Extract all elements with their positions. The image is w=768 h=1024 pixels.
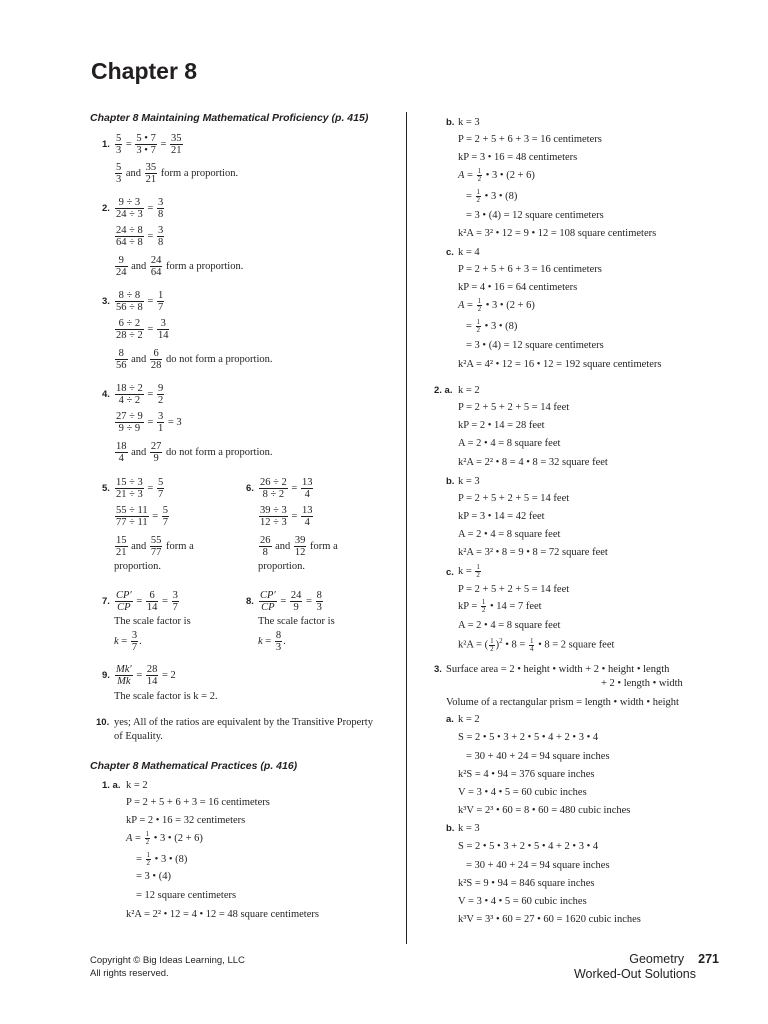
- practice-3-volume: Volume of a rectangular prism = length • width • height: [446, 697, 679, 708]
- practice-1b-area-3: = 3 • (4) = 12 square centimeters: [466, 210, 604, 221]
- problem-4-equation-b: $\frac{27 \div 9}{9 \div 9}$ = $\frac{3}{1}$ = 3: [116, 411, 182, 434]
- problem-1-number: 1.: [102, 139, 110, 150]
- problem-3-number: 3.: [102, 296, 110, 307]
- problem-5-conclusion: $\frac{15}{21}$ and $\frac{55}{77}$ form a: [116, 535, 194, 558]
- practice-3-label: 3.: [434, 664, 442, 675]
- practice-1b-area: A = $\frac{1}{2}$ • 3 • (2 + 6): [458, 167, 535, 183]
- problem-7-number: 7.: [102, 596, 110, 607]
- problem-6-equation-a: $\frac{26 \div 2}{8 \div 2}$ = $\frac{13}{4}$: [260, 477, 313, 500]
- practice-1b-k: k = 3: [458, 117, 480, 128]
- problem-8-scale-value: k = $\frac{8}{3}$ .: [258, 630, 286, 653]
- practice-3a-k: k = 2: [458, 714, 480, 725]
- problem-5-number: 5.: [102, 483, 110, 494]
- problem-9-number: 9.: [102, 670, 110, 681]
- practice-2b-label: b.: [446, 476, 455, 487]
- problem-8-equation: $\frac{CP'}{CP}$ = $\frac{24}{9}$ = $\frac{8}{3}$: [260, 590, 322, 613]
- problem-1-conclusion: $\frac{5}{3}$ and $\frac{35}{21}$ form a proportion.: [116, 162, 239, 185]
- practice-1c-perimeter: P = 2 + 5 + 6 + 3 = 16 centimeters: [458, 264, 602, 275]
- problem-9-scale: The scale factor is k = 2.: [114, 691, 218, 702]
- problem-5-equation-b: $\frac{55 \div 11}{77 \div 11}$ = $\frac{5}{7}$: [116, 505, 169, 528]
- practice-3a-volume: V = 3 • 4 • 5 = 60 cubic inches: [458, 787, 587, 798]
- problem-3-equation-b: $\frac{6 \div 2}{28 \div 2}$ = $\frac{3}{14}$: [116, 318, 169, 341]
- practice-1c-area-3: = 3 • (4) = 12 square centimeters: [466, 340, 604, 351]
- practice-3a-k3v: k³V = 2³ • 60 = 8 • 60 = 480 cubic inches: [458, 805, 631, 816]
- practice-2c-perimeter: P = 2 + 5 + 2 + 5 = 14 feet: [458, 584, 570, 595]
- footer-copyright: [90, 954, 245, 980]
- practice-1b-perimeter: P = 2 + 5 + 6 + 3 = 16 centimeters: [458, 134, 602, 145]
- practice-2b-area: A = 2 • 4 = 8 square feet: [458, 529, 561, 540]
- problem-6-equation-b: $\frac{39 \div 3}{12 \div 3}$ = $\frac{13}{4}$: [260, 505, 313, 528]
- footer-subtitle: Worked-Out Solutions: [573, 967, 696, 981]
- practice-1a-k2a: k²A = 2² • 12 = 4 • 12 = 48 square centimeters: [126, 909, 319, 920]
- problem-3-equation-a: $\frac{8 \div 8}{56 \div 8}$ = $\frac{1}{7}$: [116, 290, 164, 313]
- practice-3b-surface: S = 2 • 5 • 3 + 2 • 5 • 4 + 2 • 3 • 4: [458, 841, 599, 852]
- practice-3b-label: b.: [446, 823, 455, 834]
- practice-1b-area-2: = $\frac{1}{2}$ • 3 • (8): [466, 188, 518, 204]
- practice-2b-perimeter: P = 2 + 5 + 2 + 5 = 14 feet: [458, 493, 570, 504]
- column-divider: [406, 112, 407, 944]
- practice-1a-area-4: = 12 square centimeters: [136, 890, 237, 901]
- footer-course: [629, 952, 719, 966]
- practice-2c-k2a: k²A = ( $\frac{1}{2}$ )$^2$ • 8 = $\frac{1}{4}$ • 8 = 2 square feet: [458, 636, 615, 653]
- practice-1c-label: c.: [446, 247, 454, 258]
- practice-2c-kp: kP = $\frac{1}{2}$ • 14 = 7 feet: [458, 598, 542, 614]
- practice-3a-label: a.: [446, 714, 454, 725]
- practice-1b-label: b.: [446, 117, 455, 128]
- problem-6-conclusion-cont: proportion.: [258, 561, 305, 572]
- practice-2a-k: k = 2: [458, 385, 480, 396]
- practice-1a-area: A = $\frac{1}{2}$ • 3 • (2 + 6): [126, 830, 203, 846]
- practice-2c-label: c.: [446, 567, 454, 578]
- practice-1a-area-2: = $\frac{1}{2}$ • 3 • (8): [136, 851, 188, 867]
- practice-3b-volume: V = 3 • 4 • 5 = 60 cubic inches: [458, 896, 587, 907]
- section-heading-proficiency: Chapter 8 Maintaining Mathematical Proficiency (p. 415): [90, 112, 369, 124]
- practice-1b-k2a: k²A = 3² • 12 = 9 • 12 = 108 square centimeters: [458, 228, 657, 239]
- problem-8-scale-text: The scale factor is: [258, 616, 335, 627]
- chapter-title: Chapter 8: [91, 58, 198, 84]
- problem-10-line-2: of Equality.: [114, 731, 163, 742]
- practice-1a-kp: kP = 2 • 16 = 32 centimeters: [126, 815, 246, 826]
- practice-3a-surface: S = 2 • 5 • 3 + 2 • 5 • 4 + 2 • 3 • 4: [458, 732, 599, 743]
- problem-6-number: 6.: [246, 483, 254, 494]
- problem-10-line-1: yes; All of the ratios are equivalent by the Transitive Property: [114, 717, 373, 728]
- problem-10-number: 10.: [96, 717, 110, 728]
- practice-3b-k: k = 3: [458, 823, 480, 834]
- practice-1b-kp: kP = 3 • 16 = 48 centimeters: [458, 152, 578, 163]
- practice-3b-k2s: k²S = 9 • 94 = 846 square inches: [458, 878, 595, 889]
- problem-2-number: 2.: [102, 203, 110, 214]
- practice-2a-k2a: k²A = 2² • 8 = 4 • 8 = 32 square feet: [458, 457, 608, 468]
- practice-1a-k: k = 2: [126, 780, 148, 791]
- practice-3b-k3v: k³V = 3³ • 60 = 27 • 60 = 1620 cubic inches: [458, 914, 641, 925]
- problem-8-number: 8.: [246, 596, 254, 607]
- practice-3a-surface-2: = 30 + 40 + 24 = 94 square inches: [466, 751, 610, 762]
- practice-2a-perimeter: P = 2 + 5 + 2 + 5 = 14 feet: [458, 402, 570, 413]
- problem-2-equation-a: $\frac{9 \div 3}{24 \div 3}$ = $\frac{3}{8}$: [116, 197, 164, 220]
- practice-1c-kp: kP = 4 • 16 = 64 centimeters: [458, 282, 578, 293]
- practice-3b-surface-2: = 30 + 40 + 24 = 94 square inches: [466, 860, 610, 871]
- problem-5-equation-a: $\frac{15 \div 3}{21 \div 3}$ = $\frac{5}{7}$: [116, 477, 164, 500]
- problem-4-equation-a: $\frac{18 \div 2}{4 \div 2}$ = $\frac{9}{2}$: [116, 383, 164, 406]
- copyright-text: Copyright © Big Ideas Learning, LLC: [90, 955, 245, 966]
- practice-2b-k2a: k²A = 3² • 8 = 9 • 8 = 72 square feet: [458, 547, 608, 558]
- practice-2a-kp: kP = 2 • 14 = 28 feet: [458, 420, 545, 431]
- practice-2c-area: A = 2 • 4 = 8 square feet: [458, 620, 561, 631]
- practice-2c-k: k = $\frac{1}{2}$: [458, 563, 480, 579]
- problem-4-conclusion: $\frac{18}{4}$ and $\frac{27}{9}$ do not form a proportion.: [116, 441, 273, 464]
- practice-1a-perimeter: P = 2 + 5 + 6 + 3 = 16 centimeters: [126, 797, 270, 808]
- rights-text: All rights reserved.: [90, 968, 169, 979]
- problem-9-equation: $\frac{Mk'}{Mk}$ = $\frac{28}{14}$ = 2: [116, 664, 176, 687]
- practice-1a-area-3: = 3 • (4): [136, 871, 171, 882]
- problem-4-number: 4.: [102, 389, 110, 400]
- section-heading-practices: Chapter 8 Mathematical Practices (p. 416): [90, 760, 298, 772]
- practice-1c-area: A = $\frac{1}{2}$ • 3 • (2 + 6): [458, 297, 535, 313]
- problem-7-scale-text: The scale factor is: [114, 616, 191, 627]
- practice-3-surface-area-2: + 2 • length • width: [601, 678, 683, 689]
- problem-2-conclusion: $\frac{9}{24}$ and $\frac{24}{64}$ form a proportion.: [116, 255, 244, 278]
- practice-2a-area: A = 2 • 4 = 8 square feet: [458, 438, 561, 449]
- problem-5-conclusion-cont: proportion.: [114, 561, 161, 572]
- problem-6-conclusion: $\frac{26}{8}$ and $\frac{39}{12}$ form a: [260, 535, 338, 558]
- practice-1c-area-2: = $\frac{1}{2}$ • 3 • (8): [466, 318, 518, 334]
- practice-3-surface-area-1: Surface area = 2 • height • width + 2 • height • length: [446, 664, 670, 675]
- problem-2-equation-b: $\frac{24 \div 8}{64 \div 8}$ = $\frac{3}{8}$: [116, 225, 164, 248]
- problem-3-conclusion: $\frac{8}{56}$ and $\frac{6}{28}$ do not form a proportion.: [116, 348, 273, 371]
- practice-1a-label: 1. a.: [102, 780, 121, 791]
- course-name: Geometry: [629, 952, 685, 966]
- problem-7-equation: $\frac{CP'}{CP}$ = $\frac{6}{14}$ = $\frac{3}{7}$: [116, 590, 178, 613]
- practice-2a-label: 2. a.: [434, 385, 453, 396]
- practice-3a-k2s: k²S = 4 • 94 = 376 square inches: [458, 769, 595, 780]
- problem-1-equation: $\frac{5}{3}$ = $\frac{5 • 7}{3 • 7}$ = $\frac{35}{21}$: [116, 133, 182, 156]
- practice-1c-k2a: k²A = 4² • 12 = 16 • 12 = 192 square centimeters: [458, 359, 662, 370]
- practice-2b-k: k = 3: [458, 476, 480, 487]
- page-number: 271: [698, 952, 719, 966]
- practice-1c-k: k = 4: [458, 247, 480, 258]
- practice-2b-kp: kP = 3 • 14 = 42 feet: [458, 511, 545, 522]
- problem-7-scale-value: k = $\frac{3}{7}$ .: [114, 630, 142, 653]
